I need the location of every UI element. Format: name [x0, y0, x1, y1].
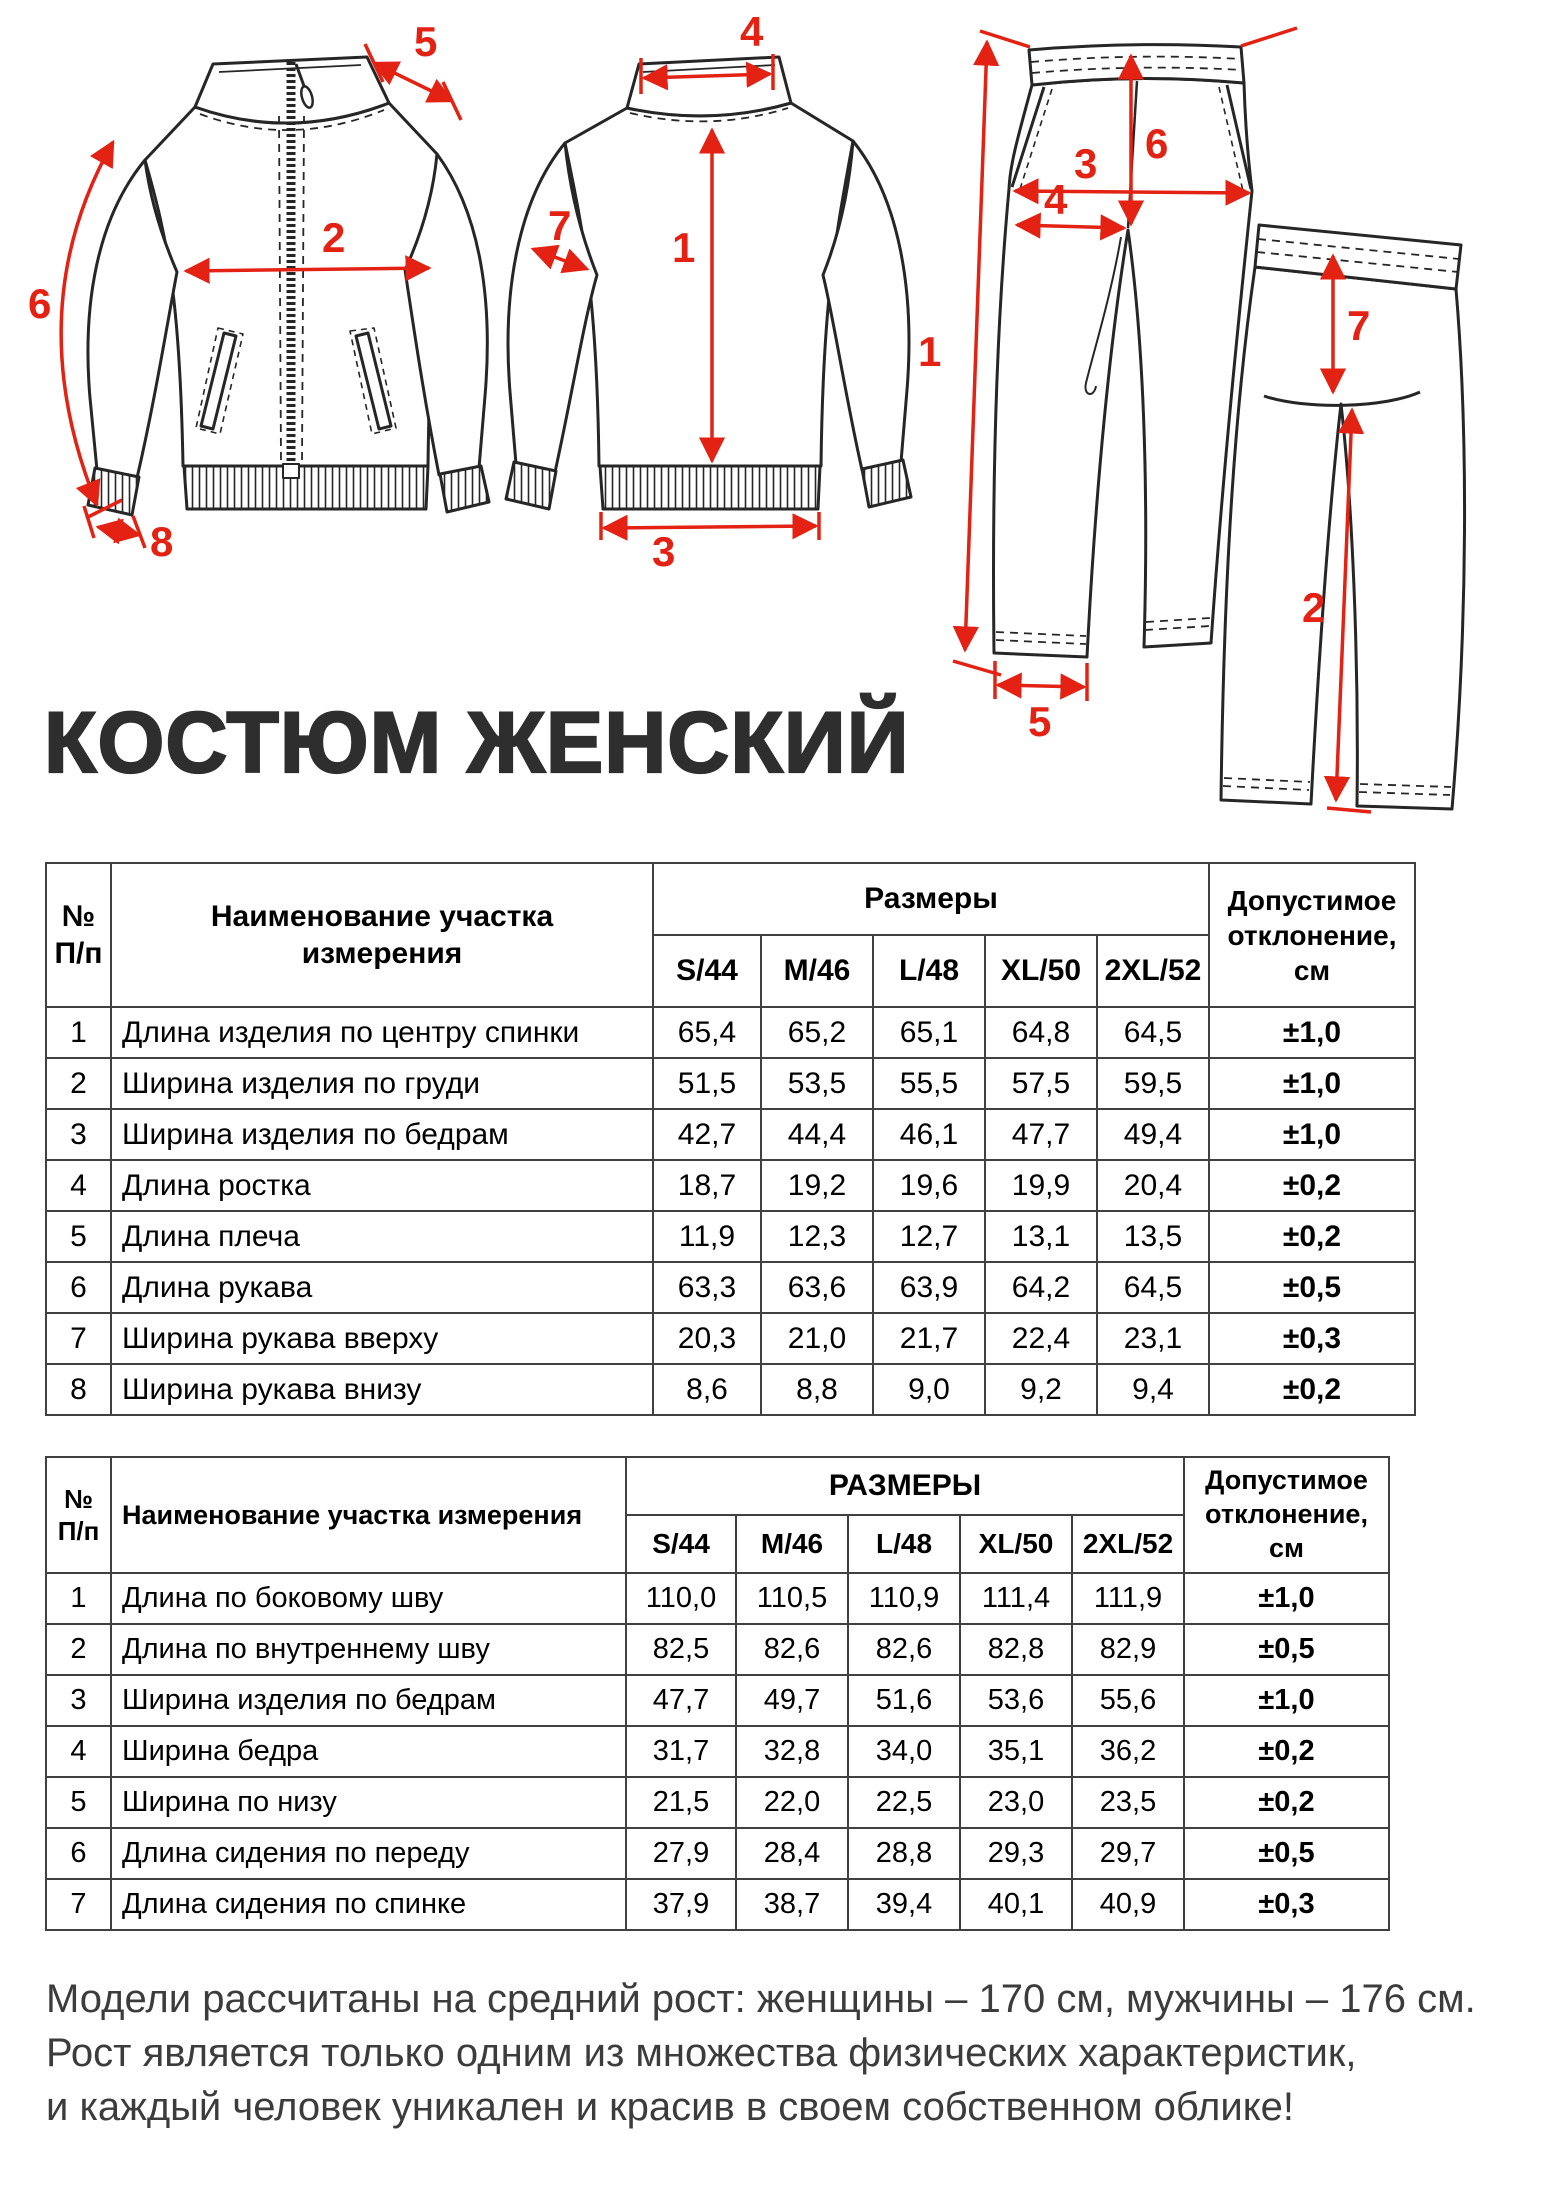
col-header-sizes-group: РАЗМЕРЫ	[626, 1457, 1184, 1515]
cell-value: 36,2	[1072, 1726, 1184, 1777]
dim-label-back-rise: 7	[1347, 302, 1371, 349]
table-row	[46, 1879, 1389, 1930]
cell-tolerance: ±0,5	[1209, 1262, 1415, 1313]
cell-value: 82,6	[848, 1624, 960, 1675]
cell-value: 34,0	[848, 1726, 960, 1777]
cell-value: 37,9	[626, 1879, 736, 1930]
cell-value: 53,6	[960, 1675, 1072, 1726]
cell-value: 40,1	[960, 1879, 1072, 1930]
cell-value: 64,8	[985, 1007, 1097, 1058]
tolerance-header-line: см	[1293, 954, 1331, 986]
cell-value: 64,5	[1097, 1262, 1209, 1313]
cell-value: 12,3	[761, 1211, 873, 1262]
cell-value: 13,1	[985, 1211, 1097, 1262]
row-num: 2	[46, 1624, 111, 1675]
col-header-tolerance	[1209, 863, 1415, 1007]
cell-value: 21,7	[873, 1313, 985, 1364]
row-num: 1	[46, 1007, 111, 1058]
cell-value: 35,1	[960, 1726, 1072, 1777]
measure-name: Длина ростка	[111, 1160, 653, 1211]
row-num: 3	[46, 1675, 111, 1726]
dim-arrow-side-length	[965, 42, 987, 650]
cell-value: 65,4	[653, 1007, 761, 1058]
jacket-front-right-cuff	[440, 466, 489, 512]
col-header-name	[111, 863, 653, 1007]
dim-tick	[133, 516, 145, 548]
num-header-line: №	[64, 1483, 93, 1514]
cell-value: 47,7	[985, 1109, 1097, 1160]
cell-tolerance: ±0,2	[1209, 1211, 1415, 1262]
jacket-back-right-cuff	[862, 460, 911, 507]
row-num: 7	[46, 1313, 111, 1364]
col-header-num	[46, 1457, 111, 1573]
row-num: 5	[46, 1777, 111, 1828]
table-row	[46, 1364, 1415, 1415]
table-row	[46, 1211, 1415, 1262]
cell-value: 19,9	[985, 1160, 1097, 1211]
dim-tick	[443, 82, 461, 120]
col-header-size-m: M/46	[736, 1515, 848, 1573]
dim-label-inseam: 2	[1302, 584, 1326, 631]
cell-value: 23,1	[1097, 1313, 1209, 1364]
dim-arrow-pant-hem	[998, 685, 1084, 687]
jacket-measurements-table	[45, 862, 1416, 1416]
col-header-size-m: M/46	[761, 935, 873, 1007]
cell-value: 21,0	[761, 1313, 873, 1364]
tolerance-header-line: отклонение,	[1227, 919, 1397, 951]
measure-name: Ширина бедра	[111, 1726, 626, 1777]
cell-value: 9,0	[873, 1364, 985, 1415]
dim-label-chest: 2	[322, 214, 346, 261]
row-num: 5	[46, 1211, 111, 1262]
cell-value: 31,7	[626, 1726, 736, 1777]
dim-label-side-length: 1	[918, 328, 942, 375]
pants-front-waistband	[1029, 45, 1244, 85]
table-row	[46, 1726, 1389, 1777]
dim-tick	[84, 506, 94, 538]
cell-tolerance: ±1,0	[1209, 1109, 1415, 1160]
measure-name: Длина сидения по переду	[111, 1828, 626, 1879]
row-num: 4	[46, 1160, 111, 1211]
dim-label-pant-hem: 5	[1028, 698, 1052, 745]
measure-name: Ширина рукава внизу	[111, 1364, 653, 1415]
cell-tolerance: ±0,5	[1184, 1828, 1389, 1879]
cell-value: 8,8	[761, 1364, 873, 1415]
dim-label-back-length: 1	[672, 224, 696, 271]
tolerance-header-line: Допустимое	[1205, 1465, 1368, 1496]
measure-name: Ширина изделия по бедрам	[111, 1675, 626, 1726]
jacket-back-body	[565, 103, 853, 466]
cell-value: 111,9	[1072, 1573, 1184, 1624]
pants-back-body	[1221, 267, 1465, 809]
cell-value: 47,7	[626, 1675, 736, 1726]
measure-name: Длина по боковому шву	[111, 1573, 626, 1624]
table-row	[46, 1007, 1415, 1058]
table-header-row	[46, 1457, 1389, 1515]
col-header-size-xl: XL/50	[985, 935, 1097, 1007]
cell-tolerance: ±0,2	[1184, 1777, 1389, 1828]
height-note-line: и каждый человек уникален и красив в своем собственном облике!	[46, 2085, 1295, 2129]
cell-value: 82,6	[736, 1624, 848, 1675]
cell-tolerance: ±0,3	[1209, 1313, 1415, 1364]
cell-value: 19,6	[873, 1160, 985, 1211]
cell-value: 59,5	[1097, 1058, 1209, 1109]
cell-value: 51,6	[848, 1675, 960, 1726]
cell-value: 46,1	[873, 1109, 985, 1160]
cell-tolerance: ±1,0	[1209, 1007, 1415, 1058]
measure-name: Длина сидения по спинке	[111, 1879, 626, 1930]
dim-label-hip: 3	[1074, 140, 1098, 187]
cell-value: 9,2	[985, 1364, 1097, 1415]
dim-label-cuff: 8	[150, 518, 174, 565]
num-header-line: №	[61, 899, 96, 933]
cell-value: 9,4	[1097, 1364, 1209, 1415]
col-header-size-2xl: 2XL/52	[1097, 935, 1209, 1007]
dim-arrow-hem	[604, 526, 816, 528]
cell-value: 111,4	[960, 1573, 1072, 1624]
pants-front-flat	[994, 45, 1252, 657]
jacket-front-flat	[88, 57, 489, 515]
col-header-sizes-group: Размеры	[653, 863, 1209, 935]
cell-value: 51,5	[653, 1058, 761, 1109]
cell-value: 38,7	[736, 1879, 848, 1930]
jacket-back-left-cuff	[506, 462, 556, 509]
cell-value: 82,5	[626, 1624, 736, 1675]
cell-value: 53,5	[761, 1058, 873, 1109]
measure-name: Длина изделия по центру спинки	[111, 1007, 653, 1058]
col-header-num	[46, 863, 111, 1007]
cell-value: 110,9	[848, 1573, 960, 1624]
cell-value: 22,4	[985, 1313, 1097, 1364]
cell-value: 21,5	[626, 1777, 736, 1828]
cell-value: 63,9	[873, 1262, 985, 1313]
cell-value: 55,5	[873, 1058, 985, 1109]
table-row	[46, 1624, 1389, 1675]
height-note	[46, 1972, 1476, 2134]
cell-tolerance: ±1,0	[1209, 1058, 1415, 1109]
cell-value: 29,7	[1072, 1828, 1184, 1879]
page-title: КОСТЮМ ЖЕНСКИЙ	[44, 695, 910, 791]
cell-value: 64,5	[1097, 1007, 1209, 1058]
measure-name: Длина рукава	[111, 1262, 653, 1313]
col-header-size-2xl: 2XL/52	[1072, 1515, 1184, 1573]
col-header-size-s: S/44	[626, 1515, 736, 1573]
cell-value: 13,5	[1097, 1211, 1209, 1262]
measure-name: Ширина изделия по бедрам	[111, 1109, 653, 1160]
row-num: 6	[46, 1828, 111, 1879]
cell-value: 49,4	[1097, 1109, 1209, 1160]
cell-tolerance: ±0,2	[1184, 1726, 1389, 1777]
col-header-size-s: S/44	[653, 935, 761, 1007]
table-row	[46, 1262, 1415, 1313]
pants-back-flat	[1221, 225, 1465, 809]
name-header-line: Наименование участка	[210, 899, 554, 933]
cell-value: 49,7	[736, 1675, 848, 1726]
cell-value: 63,6	[761, 1262, 873, 1313]
num-header-line: П/п	[57, 1516, 100, 1546]
jacket-front-left-cuff	[88, 468, 139, 515]
cell-value: 23,5	[1072, 1777, 1184, 1828]
cell-value: 27,9	[626, 1828, 736, 1879]
row-num: 4	[46, 1726, 111, 1777]
dim-arrow-cuff	[98, 527, 139, 535]
cell-value: 20,3	[653, 1313, 761, 1364]
table-row	[46, 1573, 1389, 1624]
cell-value: 55,6	[1072, 1675, 1184, 1726]
cell-value: 63,3	[653, 1262, 761, 1313]
cell-value: 22,5	[848, 1777, 960, 1828]
table-row	[46, 1828, 1389, 1879]
dim-tick	[1327, 808, 1371, 812]
table-row	[46, 1109, 1415, 1160]
cell-value: 65,2	[761, 1007, 873, 1058]
cell-tolerance: ±1,0	[1184, 1573, 1389, 1624]
table-row	[46, 1313, 1415, 1364]
col-header-tolerance	[1184, 1457, 1389, 1573]
tolerance-header-line: Допустимое	[1227, 884, 1397, 916]
table-row	[46, 1058, 1415, 1109]
measure-name: Ширина изделия по груди	[111, 1058, 653, 1109]
cell-value: 82,8	[960, 1624, 1072, 1675]
cell-value: 64,2	[985, 1262, 1097, 1313]
cell-value: 65,1	[873, 1007, 985, 1058]
dim-arrow-inseam	[1336, 410, 1352, 800]
cell-value: 8,6	[653, 1364, 761, 1415]
measure-name: Ширина по низу	[111, 1777, 626, 1828]
num-header-line: П/п	[54, 937, 103, 970]
pants-measurements-table	[45, 1456, 1390, 1931]
cell-value: 40,9	[1072, 1879, 1184, 1930]
measure-name: Длина плеча	[111, 1211, 653, 1262]
table-header-row	[46, 863, 1415, 935]
cell-value: 20,4	[1097, 1160, 1209, 1211]
cell-value: 44,4	[761, 1109, 873, 1160]
cell-value: 110,0	[626, 1573, 736, 1624]
col-header-size-l: L/48	[848, 1515, 960, 1573]
cell-value: 18,7	[653, 1160, 761, 1211]
measure-name: Длина по внутреннему шву	[111, 1624, 626, 1675]
cell-value: 82,9	[1072, 1624, 1184, 1675]
cell-value: 11,9	[653, 1211, 761, 1262]
col-header-name: Наименование участка измерения	[111, 1457, 626, 1573]
cell-value: 28,4	[736, 1828, 848, 1879]
cell-tolerance: ±0,2	[1209, 1364, 1415, 1415]
cell-value: 39,4	[848, 1879, 960, 1930]
col-header-size-l: L/48	[873, 935, 985, 1007]
cell-value: 57,5	[985, 1058, 1097, 1109]
jacket-back-flat	[506, 57, 911, 509]
height-note-line: Рост является только одним из множества физических характеристик,	[46, 2031, 1357, 2075]
measure-name: Ширина рукава вверху	[111, 1313, 653, 1364]
cell-value: 29,3	[960, 1828, 1072, 1879]
table-row	[46, 1777, 1389, 1828]
table-row	[46, 1160, 1415, 1211]
table-row	[46, 1675, 1389, 1726]
dim-label-shoulder: 5	[414, 18, 438, 65]
tolerance-header-line: отклонение, см	[1205, 1499, 1368, 1563]
height-note-line: Модели рассчитаны на средний рост: женщины – 170 см, мужчины – 176 см.	[46, 1977, 1476, 2021]
jacket-front-collar	[195, 57, 389, 123]
zipper-bottom-box	[283, 464, 299, 478]
cell-value: 22,0	[736, 1777, 848, 1828]
cell-value: 23,0	[960, 1777, 1072, 1828]
dim-label-hem: 3	[652, 528, 676, 575]
cell-tolerance: ±0,3	[1184, 1879, 1389, 1930]
row-num: 7	[46, 1879, 111, 1930]
dim-label-sleeve: 6	[28, 280, 52, 327]
jacket-front-hem-band	[184, 466, 428, 509]
dim-label-sleeve-top: 7	[548, 202, 572, 249]
cell-tolerance: ±0,2	[1209, 1160, 1415, 1211]
dim-label-thigh: 4	[1044, 176, 1068, 223]
pants-front-body	[994, 78, 1252, 657]
col-header-size-xl: XL/50	[960, 1515, 1072, 1573]
cell-value: 19,2	[761, 1160, 873, 1211]
row-num: 8	[46, 1364, 111, 1415]
row-num: 2	[46, 1058, 111, 1109]
dim-tick	[1241, 28, 1297, 46]
cell-value: 12,7	[873, 1211, 985, 1262]
jacket-back-hem-band	[600, 466, 820, 509]
dim-label-neck: 4	[740, 8, 764, 55]
cell-value: 110,5	[736, 1573, 848, 1624]
cell-value: 42,7	[653, 1109, 761, 1160]
row-num: 1	[46, 1573, 111, 1624]
dim-label-front-rise: 6	[1145, 120, 1169, 167]
row-num: 3	[46, 1109, 111, 1160]
cell-tolerance: ±1,0	[1184, 1675, 1389, 1726]
row-num: 6	[46, 1262, 111, 1313]
cell-value: 32,8	[736, 1726, 848, 1777]
name-header-line: измерения	[301, 937, 463, 970]
cell-tolerance: ±0,5	[1184, 1624, 1389, 1675]
cell-value: 28,8	[848, 1828, 960, 1879]
